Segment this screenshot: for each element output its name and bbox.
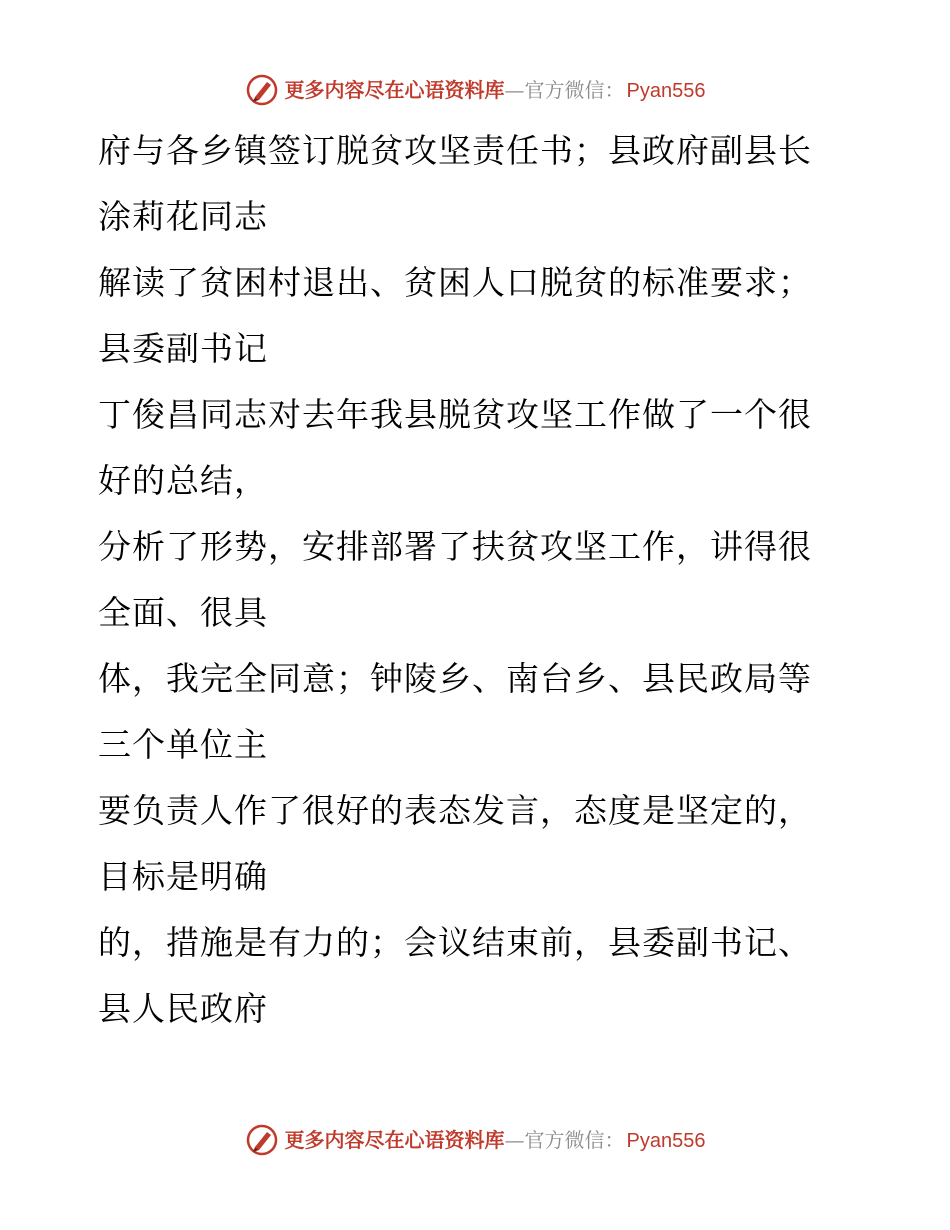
wechat-label: 官方微信：: [524, 1127, 625, 1152]
paragraph-line: 解读了贫困村退出、贫困人口脱贫的标准要求；: [98, 263, 812, 302]
banner-separator: —: [504, 77, 525, 102]
paragraph-line: 全面、很具: [98, 593, 268, 632]
banner-text: [284, 1127, 706, 1152]
paragraph-line: 县委副书记: [98, 329, 268, 368]
paragraph-line: 三个单位主: [98, 725, 268, 764]
banner-separator: —: [504, 1127, 525, 1152]
paragraph-line: 涂莉花同志: [98, 197, 268, 236]
paragraph: [98, 250, 858, 382]
paragraph-line: 目标是明确: [98, 857, 268, 896]
document-body: [98, 118, 858, 1042]
paragraph: [98, 910, 858, 1042]
wechat-id: Pyan556: [626, 79, 706, 102]
paragraph: [98, 382, 858, 514]
paragraph-line: 的，措施是有力的；会议结束前，县委副书记、: [98, 923, 812, 962]
wechat-label: 官方微信：: [524, 77, 625, 102]
paragraph-line: 要负责人作了很好的表态发言，态度是坚定的，: [98, 791, 812, 830]
footer-banner: [0, 1120, 950, 1160]
pen-logo-icon: [245, 1123, 279, 1157]
brand-name: 更多内容尽在心语资料库: [284, 1127, 505, 1152]
paragraph: [98, 778, 858, 910]
paragraph-line: 县人民政府: [98, 989, 268, 1028]
brand-name: 更多内容尽在心语资料库: [284, 77, 505, 102]
paragraph-line: 丁俊昌同志对去年我县脱贫攻坚工作做了一个很: [98, 395, 812, 434]
paragraph-line: 好的总结，: [98, 461, 268, 500]
header-banner: [0, 70, 950, 110]
paragraph-line: 分析了形势，安排部署了扶贫攻坚工作，讲得很: [98, 527, 812, 566]
banner-text: [284, 77, 706, 102]
paragraph: [98, 118, 858, 250]
wechat-id: Pyan556: [626, 1129, 706, 1152]
paragraph: [98, 646, 858, 778]
pen-logo-icon: [245, 73, 279, 107]
paragraph-line: 体，我完全同意；钟陵乡、南台乡、县民政局等: [98, 659, 812, 698]
paragraph-line: 府与各乡镇签订脱贫攻坚责任书；县政府副县长: [98, 131, 812, 170]
paragraph: [98, 514, 858, 646]
